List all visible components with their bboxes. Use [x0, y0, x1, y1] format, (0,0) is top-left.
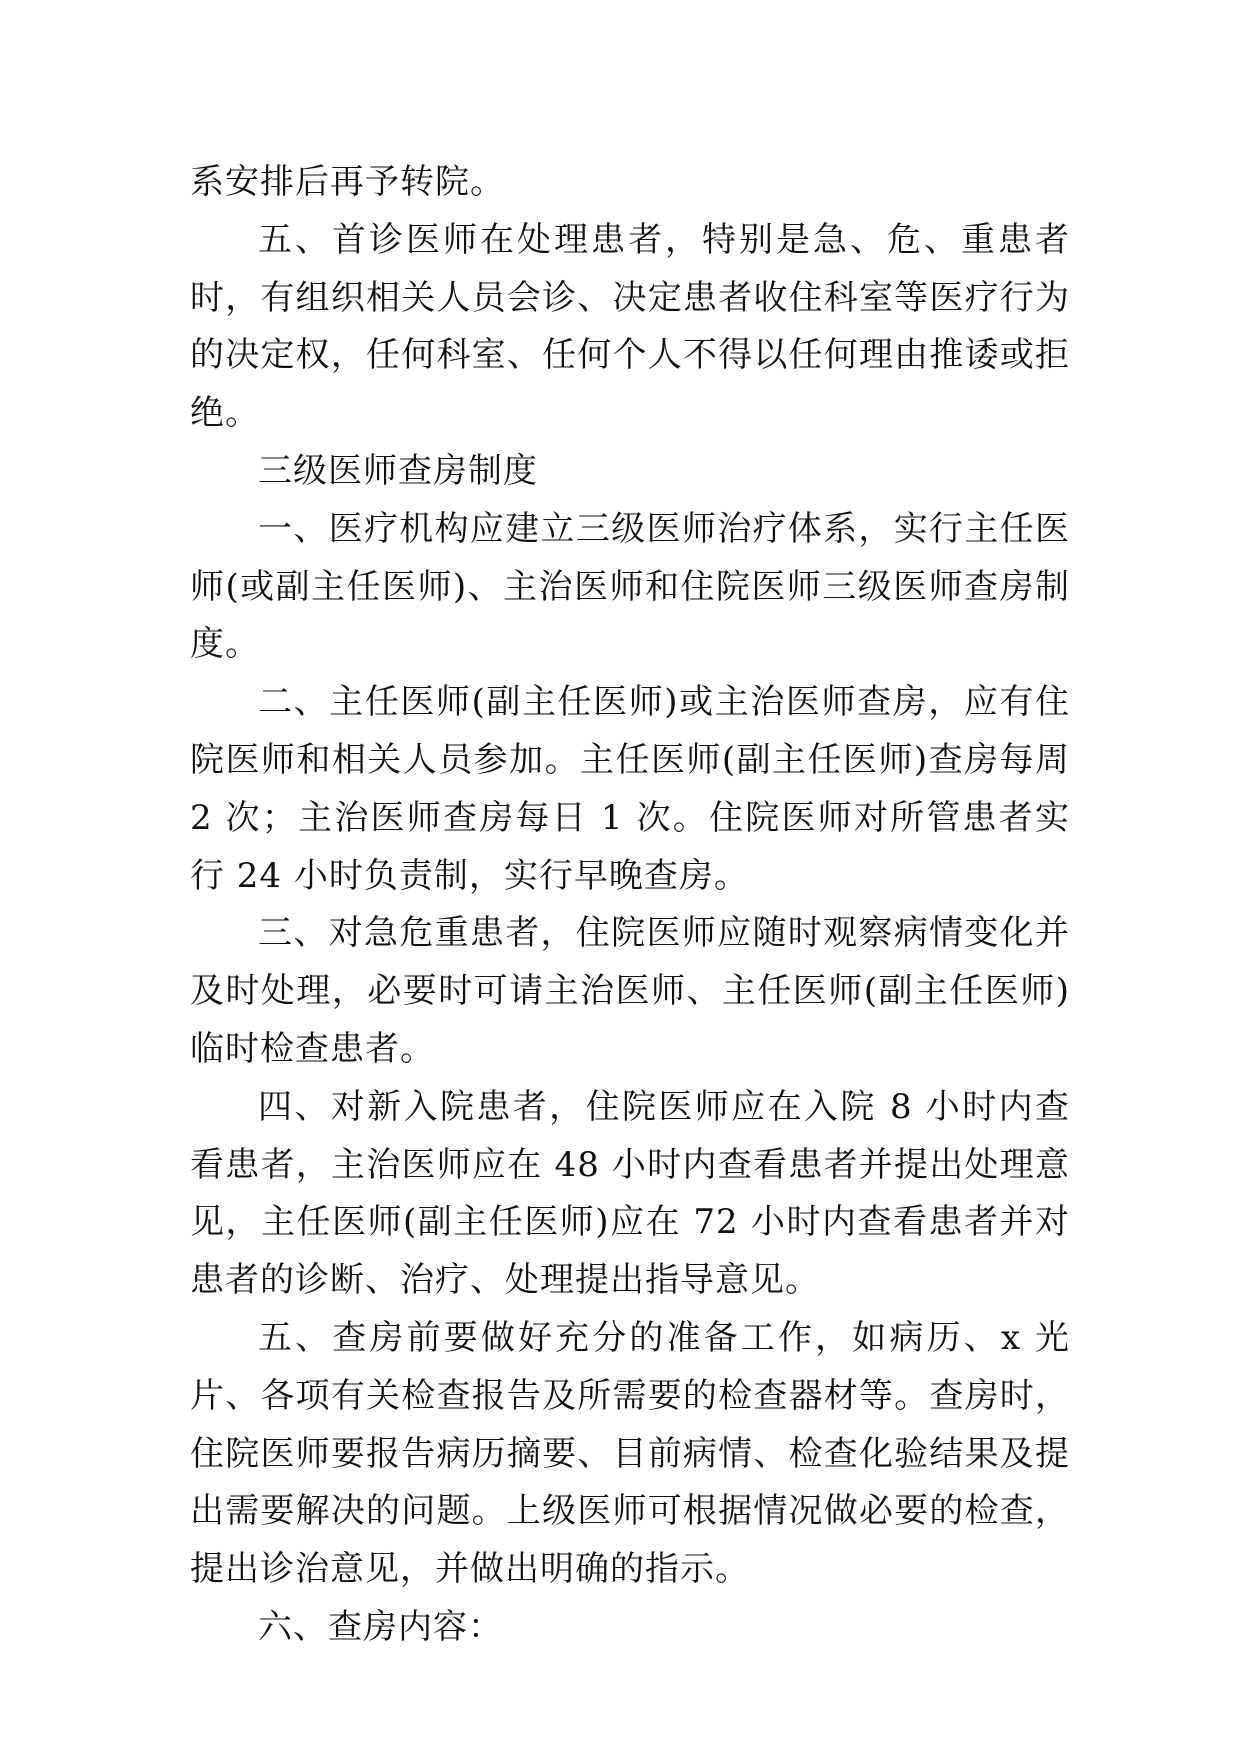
paragraph-rule-5: 五、查房前要做好充分的准备工作，如病历、x 光片、各项有关检查报告及所需要的检查器材等。查房时，住院医师要报告病历摘要、目前病情、检查化验结果及提出需要解决的问题。上级医师可根据情况做必要的检查，提出诊治意见，并做出明确的指示。 — [190, 1317, 1070, 1590]
section-heading-ward-rounds: 三级医师查房制度 — [258, 450, 538, 491]
paragraph-rule-3: 三、对急危重患者，住院医师应随时观察病情变化并及时处理，必要时可请主治医师、主任医师(副主任医师) 临时检查患者。 — [190, 913, 1070, 1069]
paragraph-rule-1: 一、医疗机构应建立三级医师治疗体系，实行主任医师(或副主任医师)、主治医师和住院医师三级医师查房制度。 — [190, 508, 1070, 665]
paragraph-rule-4: 四、对新入院患者，住院医师应在入院 8 小时内查看患者，主治医师应在 48 小时内查看患者并提出处理意见，主任医师(副主任医师)应在 72 小时内查看患者并对患者的诊断、治疗、处理提出指导意见。 — [190, 1086, 1070, 1301]
document-body — [190, 154, 1070, 1657]
paragraph-continuation: 系安排后再予转院。 — [190, 162, 505, 202]
paragraph-rule-2: 二、主任医师(副主任医师)或主治医师查房，应有住院医师和相关人员参加。主任医师(副主任医师)查房每周 2 次；主治医师查房每日 1 次。住院医师对所管患者实行 24 小时负责制，实行早晚查房。 — [190, 682, 1070, 896]
paragraph-first-visit-authority: 五、首诊医师在处理患者，特别是急、危、重患者时，有组织相关人员会诊、决定患者收住科室等医疗行为的决定权，任何科室、任何个人不得以任何理由推诿或拒绝。 — [190, 219, 1070, 434]
paragraph-rule-6: 六、查房内容： — [258, 1606, 503, 1647]
